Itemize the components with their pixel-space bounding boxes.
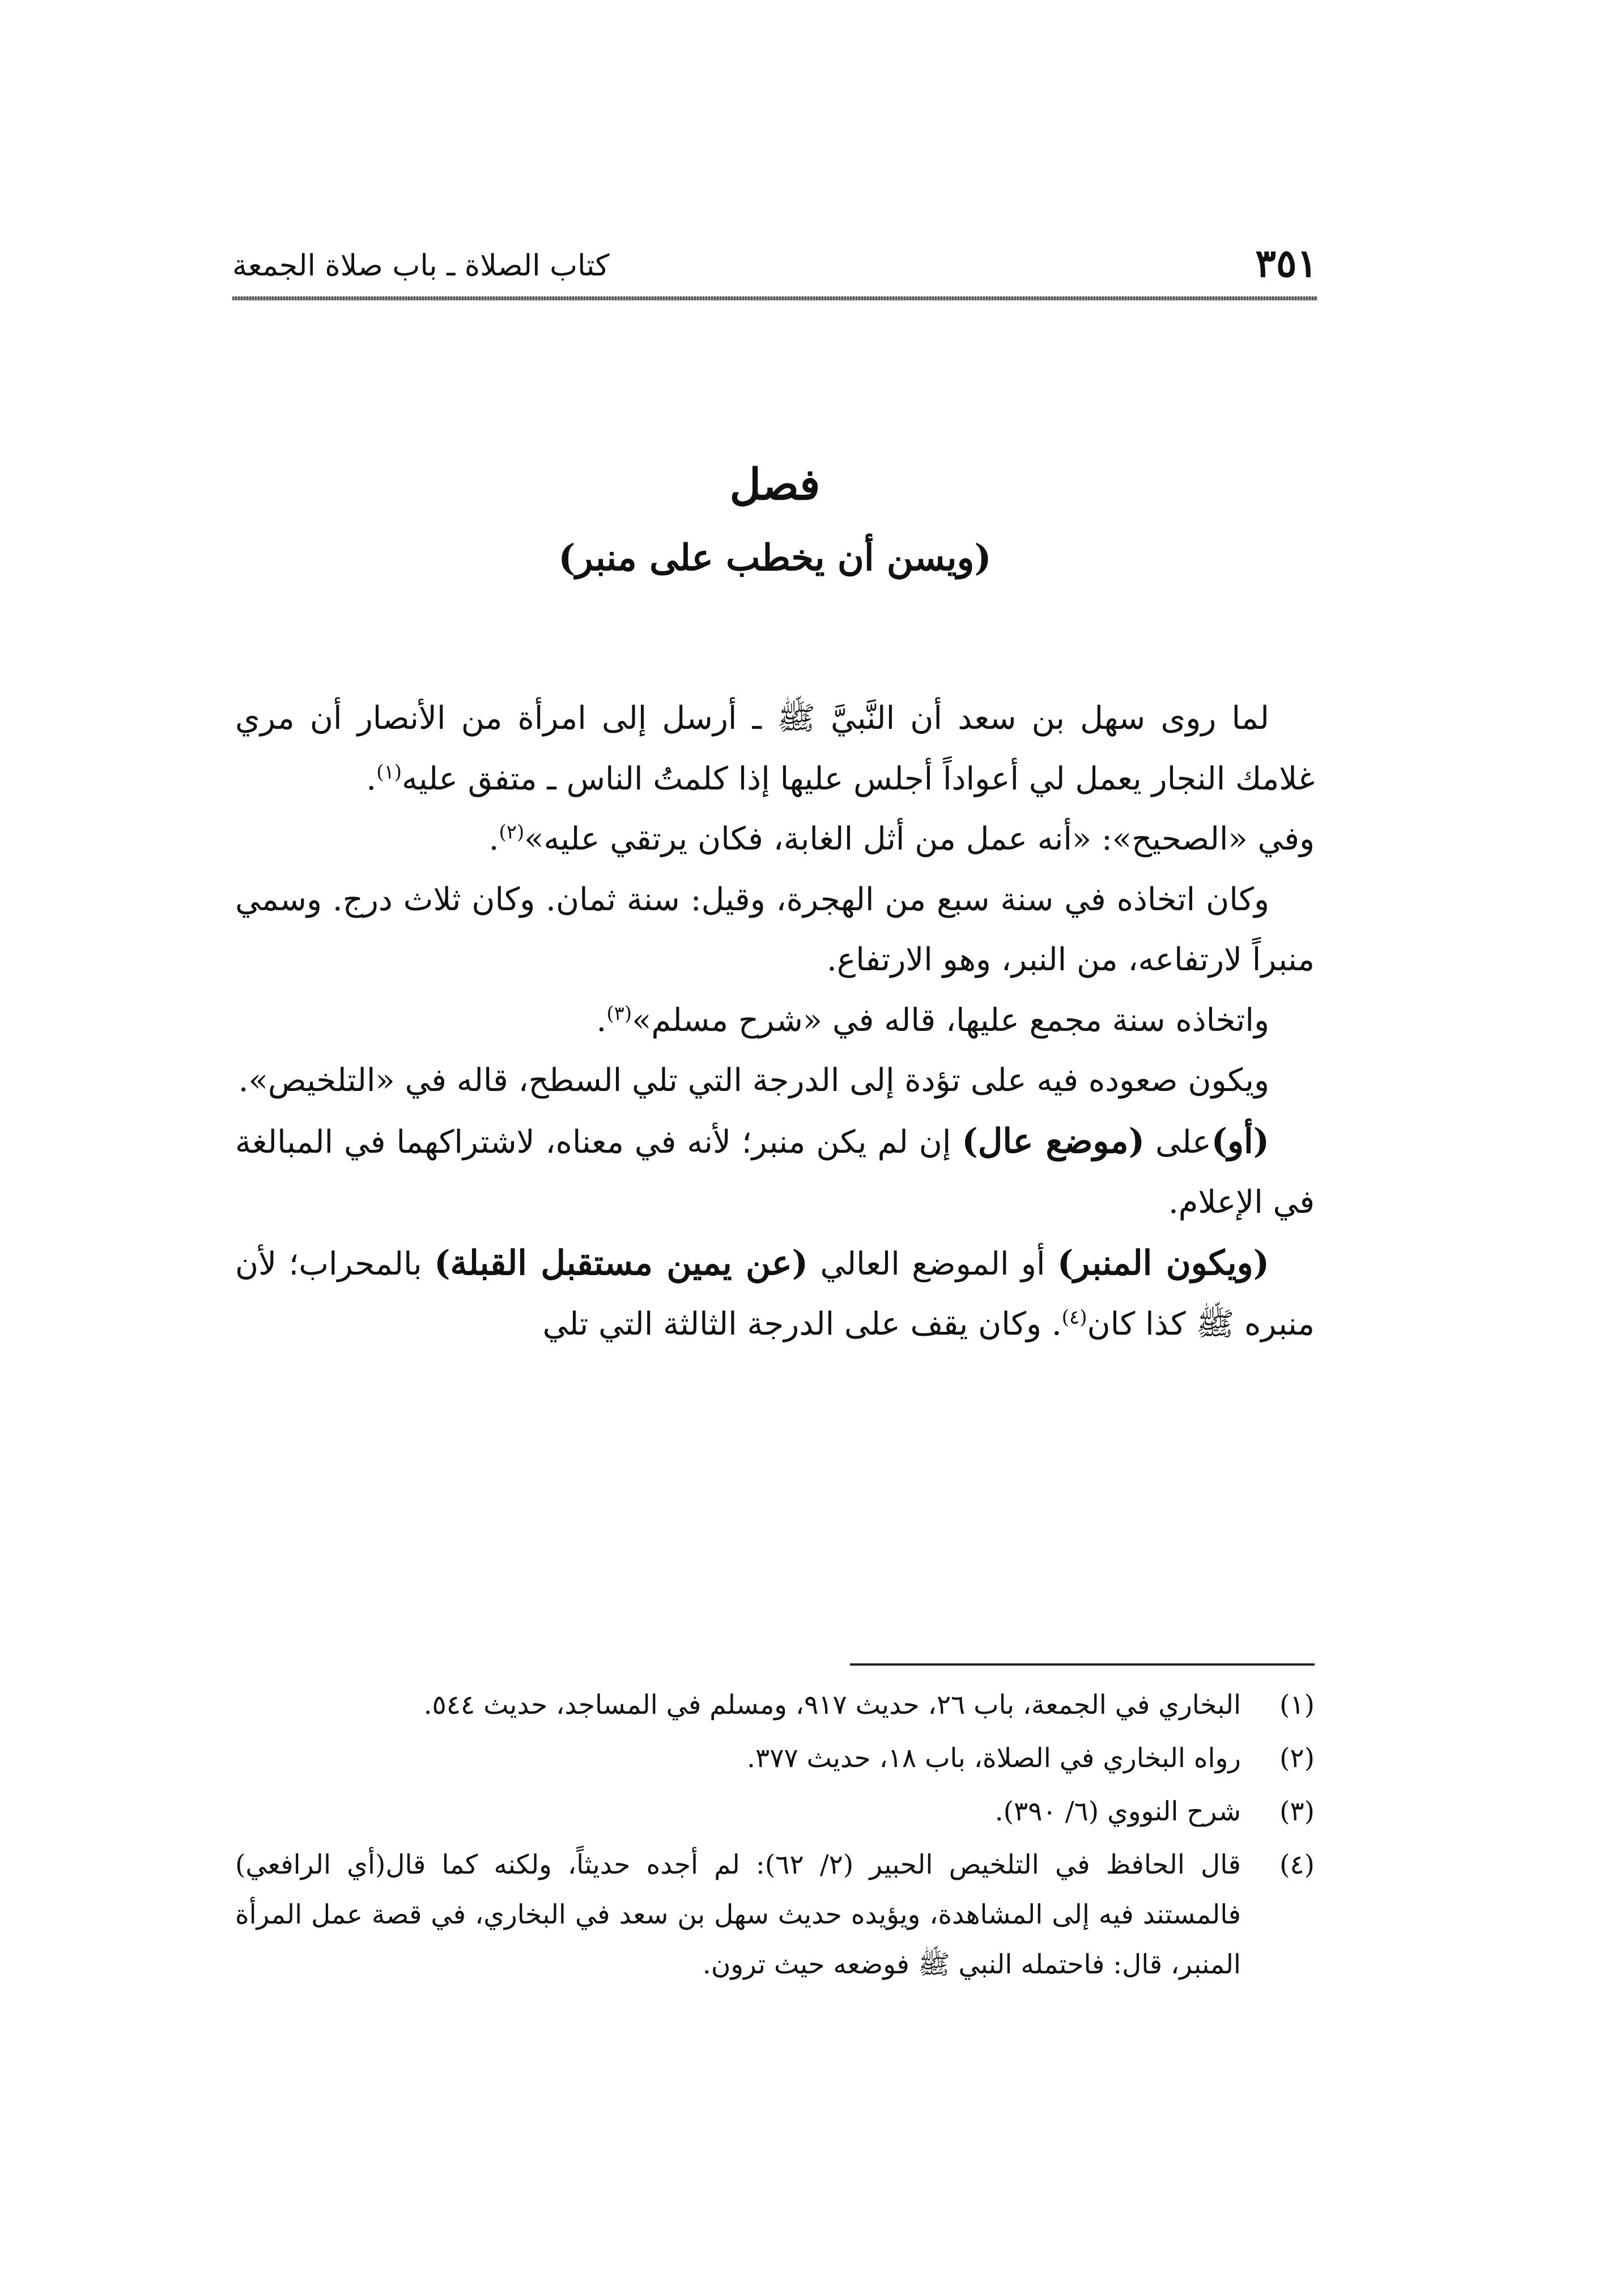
footnotes [235,1680,1315,1993]
section-subheading: (ويسن أن يخطب على منبر) [558,537,992,579]
paragraph-7-end: . وكان يقف على الدرجة الثالثة التي تلي [542,1306,1062,1343]
bold-term-high-place: (موضع عال) [962,1121,1145,1161]
paragraph-6-mid: على [1144,1123,1211,1161]
paragraph-1 [235,689,1315,809]
paragraph-2-text: وفي «الصحيح»: «أنه عمل من أثل الغابة، فكان يرتقي عليه» [524,821,1315,857]
footnote-2 [235,1734,1315,1784]
paragraph-6-rest: إن لم يكن منبر؛ لأنه في معناه، لاشتراكهما في المبالغة في الإعلام. [235,1123,1315,1221]
footnote-ref-2[interactable]: (٢) [499,821,525,844]
footnote-marker: (١) [1279,1689,1315,1721]
paragraph-2-end: . [488,821,499,857]
footnote-text: البخاري في الجمعة، باب ٢٦، حديث ٩١٧، ومسلم في المساجد، حديث ٥٤٤. [423,1689,1241,1721]
paragraph-4-end: . [596,1001,607,1039]
paragraph-5: ويكون صعوده فيه على تؤدة إلى الدرجة التي تلي السطح، قاله في «التلخيص». [238,1062,1269,1099]
paragraph-1-end: . [366,760,377,797]
paragraph-6 [235,1111,1315,1233]
bold-term-minbar: (ويكون المنبر) [1057,1243,1269,1283]
running-title: كتاب الصلاة ـ باب صلاة الجمعة [232,249,610,283]
footnote-text: رواه البخاري في الصلاة، باب ١٨، حديث ٣٧٧. [747,1743,1241,1774]
footnote-3 [235,1787,1315,1837]
footnote-ref-3[interactable]: (٣) [606,1001,632,1025]
page-number: ٣٥١ [1255,241,1317,286]
footnote-marker: (٤) [1279,1849,1315,1880]
paragraph-7-mid: أو الموضع العالي [808,1245,1057,1283]
footnote-text: شرح النووي (٦/ ٣٩٠). [994,1796,1241,1827]
header-rule [232,296,1317,300]
paragraph-1-text: لما روى سهل بن سعد أن النَّبيَّ ﷺ ـ أرسل إلى امرأة من الأنصار أن مري غلامك النجار يعمل لي أعواداً أجلس عليها إذا كلمتُ الناس ـ متفق عليه [235,700,1315,797]
footnote-4 [235,1840,1315,1990]
bold-term-or: (أو) [1211,1121,1269,1161]
footnote-1 [235,1680,1315,1730]
footnote-ref-4[interactable]: (٤) [1061,1306,1087,1329]
paragraph-7 [235,1233,1315,1355]
footnote-ref-1[interactable]: (١) [376,760,402,783]
footnote-marker: (٣) [1279,1796,1315,1827]
paragraph-4 [235,991,1315,1051]
footnote-marker: (٢) [1279,1743,1315,1774]
footnote-separator [850,1663,1315,1666]
footnote-text: قال الحافظ في التلخيص الحبير (٢/ ٦٢): لم أجده حديثاً، ولكنه كما قال(أي الرافعي) فالمستند فيه إلى المشاهدة، ويؤيده حديث سهل بن سعد في البخاري، في قصة عمل المرأة المنبر، قال: فاحتمله النبي ﷺ فوضعه حيث ترون. [235,1849,1241,1980]
running-header [232,235,1317,298]
bold-term-qibla: (عن يمين مستقبل القبلة) [434,1243,809,1283]
paragraph-2 [235,809,1315,870]
paragraph-4-text: واتخاذه سنة مجمع عليها، قاله في «شرح مسلم» [632,1001,1269,1039]
paragraph-3: وكان اتخاذه في سنة سبع من الهجرة، وقيل: سنة ثمان. وكان ثلاث درج. وسمي منبراً لارتفاعه، من النبر، وهو الارتفاع. [235,881,1315,978]
paragraph-7-rest: بالمحراب؛ لأن منبره ﷺ كذا كان [235,1245,1315,1343]
section-heading: فصل [729,459,820,509]
body-text [235,689,1315,1355]
